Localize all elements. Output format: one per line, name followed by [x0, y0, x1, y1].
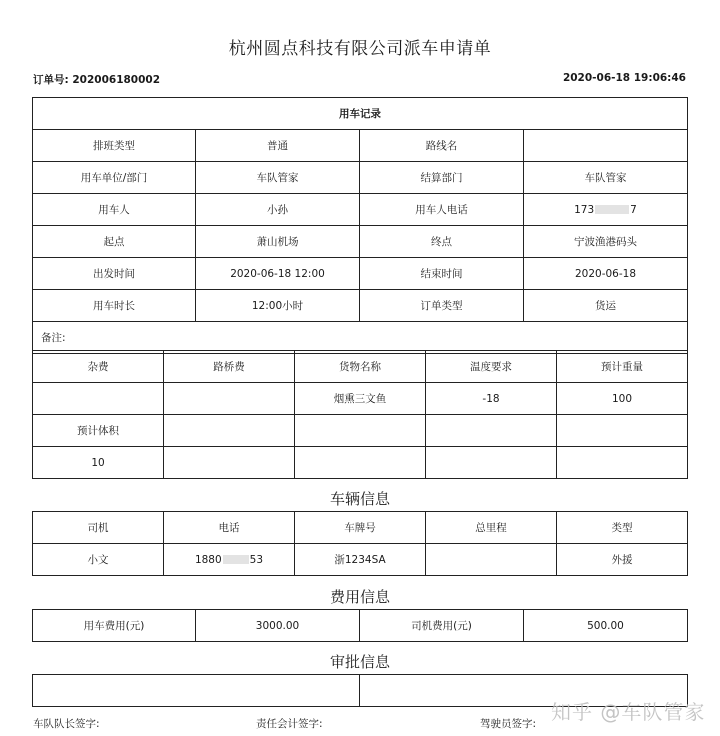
- table-cell: [164, 415, 295, 447]
- table-cell: 小孙: [196, 194, 360, 226]
- captain-signature-label: 车队队长签字:: [33, 718, 100, 730]
- driver-signature-label: 驾驶员签字:: [480, 718, 537, 730]
- table-cell: 结束时间: [360, 258, 524, 290]
- driver-fee-value: 500.00: [524, 610, 688, 642]
- table-row: [33, 130, 688, 162]
- table-row: [33, 290, 688, 322]
- table-cell: 普通: [196, 130, 360, 162]
- table-row: [33, 162, 688, 194]
- table-header-row: [33, 351, 688, 383]
- table-cell: [557, 447, 688, 479]
- vehicle-type: 外援: [557, 544, 688, 576]
- table-cell: 12:00小时: [196, 290, 360, 322]
- phone-prefix: 173: [574, 203, 595, 216]
- table-cell: 车队管家: [196, 162, 360, 194]
- driver-phone-cell: [164, 544, 295, 576]
- vehicle-table: [32, 511, 688, 576]
- table-cell: [295, 415, 426, 447]
- column-header: 类型: [557, 512, 688, 544]
- remark-label: 备注:: [33, 322, 688, 354]
- table-cell: 路线名: [360, 130, 524, 162]
- order-number: [33, 72, 160, 87]
- table-cell: 烟熏三文鱼: [295, 383, 426, 415]
- table-row: [33, 258, 688, 290]
- table-cell: [164, 383, 295, 415]
- table-cell: [524, 130, 688, 162]
- order-number-label: 订单号:: [33, 74, 69, 86]
- table-cell: [426, 447, 557, 479]
- column-header: 车牌号: [295, 512, 426, 544]
- table-cell: 终点: [360, 226, 524, 258]
- column-header: 电话: [164, 512, 295, 544]
- redacted-block: [595, 205, 629, 214]
- table-cell: 车队管家: [524, 162, 688, 194]
- table-cell: 用车时长: [33, 290, 196, 322]
- table-cell: 出发时间: [33, 258, 196, 290]
- table-row: [33, 544, 688, 576]
- table-row: [33, 226, 688, 258]
- table-cell: [164, 447, 295, 479]
- driver-fee-label: 司机费用(元): [360, 610, 524, 642]
- column-header: 预计重量: [557, 351, 688, 383]
- table-cell: 结算部门: [360, 162, 524, 194]
- table-cell: -18: [426, 383, 557, 415]
- column-header: 货物名称: [295, 351, 426, 383]
- table-header-row: [33, 512, 688, 544]
- table-cell: 2020-06-18 12:00: [196, 258, 360, 290]
- table-cell: 订单类型: [360, 290, 524, 322]
- column-header: 温度要求: [426, 351, 557, 383]
- phone-suffix: 7: [630, 203, 637, 216]
- volume-label: 预计体积: [33, 415, 164, 447]
- phone-suffix: 53: [249, 553, 264, 566]
- vehicle-fee-label: 用车费用(元): [33, 610, 196, 642]
- phone-prefix: 1880: [194, 553, 222, 566]
- table-cell: [426, 415, 557, 447]
- approval-section-title: 审批信息: [329, 653, 390, 671]
- table-row: [33, 415, 688, 447]
- table-row: [33, 194, 688, 226]
- order-datetime: 2020-06-18 19:06:46: [562, 72, 686, 84]
- table-row: [33, 383, 688, 415]
- table-cell: 2020-06-18: [524, 258, 688, 290]
- vehicle-section-title: 车辆信息: [329, 490, 390, 508]
- table-cell: 排班类型: [33, 130, 196, 162]
- table-cell: [557, 415, 688, 447]
- usage-record-table: [32, 97, 688, 354]
- table-cell: 用车人电话: [360, 194, 524, 226]
- table-cell: 用车人: [33, 194, 196, 226]
- goods-table: [32, 350, 688, 479]
- volume-value: 10: [33, 447, 164, 479]
- total-mileage: [426, 544, 557, 576]
- table-cell: 萧山机场: [196, 226, 360, 258]
- document-title: 杭州圆点科技有限公司派车申请单: [228, 39, 492, 59]
- table-cell: 起点: [33, 226, 196, 258]
- fee-section-title: 费用信息: [329, 588, 390, 606]
- table-cell: 用车单位/部门: [33, 162, 196, 194]
- accountant-signature-label: 责任会计签字:: [256, 718, 323, 730]
- table-cell: 100: [557, 383, 688, 415]
- column-header: 路桥费: [164, 351, 295, 383]
- redacted-block: [223, 555, 249, 564]
- fee-table: [32, 609, 688, 642]
- column-header: 总里程: [426, 512, 557, 544]
- order-number-value: 202006180002: [72, 74, 161, 86]
- table-cell: [295, 447, 426, 479]
- table-row: [33, 447, 688, 479]
- table-cell: 宁波渔港码头: [524, 226, 688, 258]
- column-header: 司机: [33, 512, 164, 544]
- table-cell: [33, 383, 164, 415]
- user-phone-cell: [524, 194, 688, 226]
- table-row: [33, 610, 688, 642]
- table-cell: 货运: [524, 290, 688, 322]
- usage-record-header: 用车记录: [33, 98, 688, 130]
- watermark: 知乎 @车队管家: [551, 700, 706, 724]
- driver-name: 小文: [33, 544, 164, 576]
- column-header: 杂费: [33, 351, 164, 383]
- plate-number: 浙1234SA: [295, 544, 426, 576]
- approval-cell: [33, 675, 360, 707]
- vehicle-fee-value: 3000.00: [196, 610, 360, 642]
